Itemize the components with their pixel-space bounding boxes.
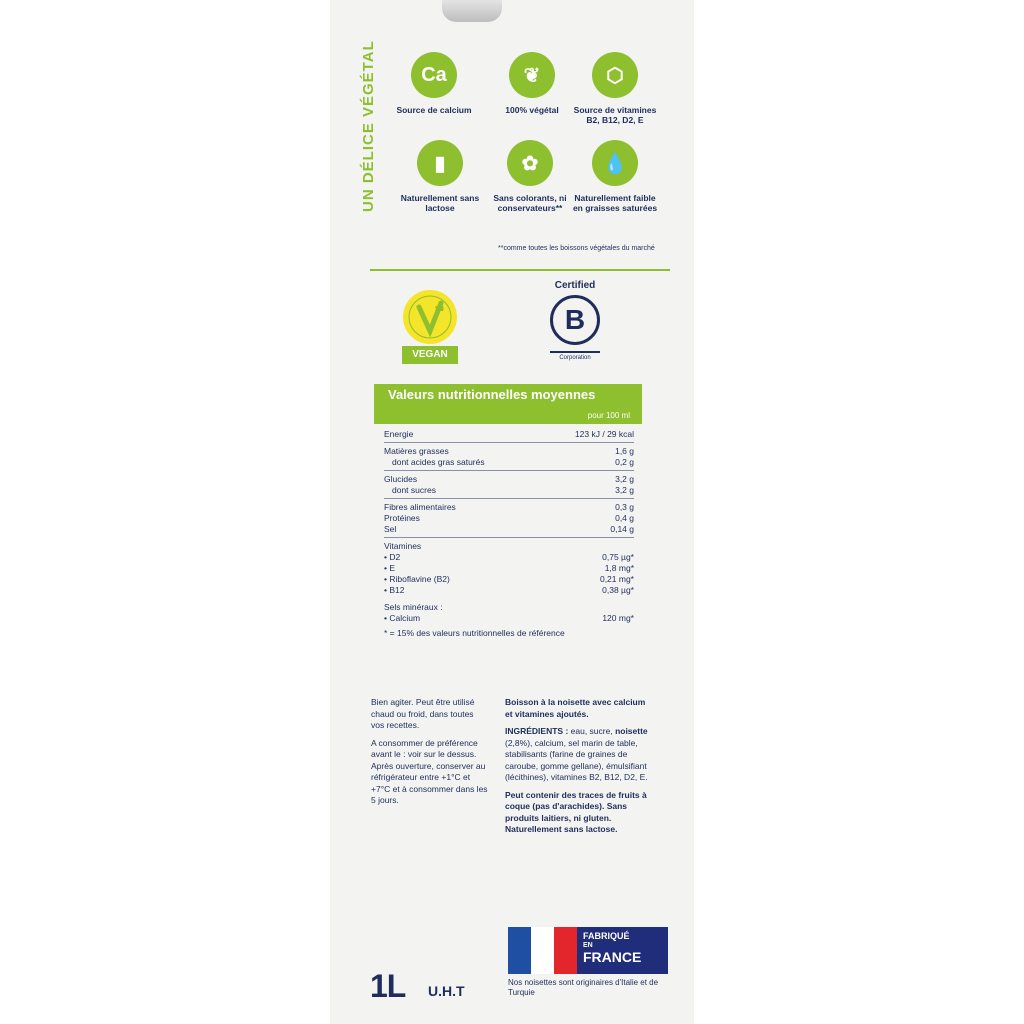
bcorp-logo — [540, 280, 610, 361]
benefit-label: Naturellement faible en graisses saturées — [572, 193, 658, 213]
benefit-label: Source de vitamines B2, B12, D2, E — [573, 105, 657, 125]
nutrition-row: • Calcium 120 mg* — [384, 613, 634, 623]
nutrition-row: Protéines 0,4 g — [384, 513, 634, 523]
benefit-colorants — [485, 140, 575, 214]
benefit-calcium — [389, 52, 479, 116]
nutrition-row: Sel 0,14 g — [384, 524, 634, 534]
nutrition-row: Sels minéraux : — [384, 602, 443, 612]
nutrition-row: Glucides 3,2 g — [384, 474, 634, 484]
nutrition-header — [374, 384, 642, 424]
bcorp-line — [550, 351, 600, 353]
footnote: **comme toutes les boissons végétales du marché — [498, 245, 655, 252]
flag-blue — [508, 927, 531, 974]
benefit-fat — [570, 140, 660, 214]
made-in-france-badge — [508, 927, 668, 974]
nutrition-row: Fibres alimentaires 0,3 g — [384, 502, 634, 512]
leaf-icon: ❦ — [509, 52, 555, 98]
benefit-label: Sans colorants, ni conservateurs** — [493, 193, 567, 213]
product-description: Boisson à la noisette avec calcium et vitamines ajoutés. — [505, 697, 646, 719]
nutrition-table — [384, 426, 634, 641]
badge-text: FABRIQUÉ EN FRANCE — [577, 927, 668, 974]
nutrition-per: pour 100 ml — [587, 411, 630, 420]
uht-label: U.H.T — [428, 983, 465, 999]
benefit-vitamins — [570, 52, 660, 126]
bcorp-letter: B — [550, 295, 600, 345]
benefit-label: Naturellement sans lactose — [400, 193, 480, 213]
calcium-icon: Ca — [411, 52, 457, 98]
nutrition-row: • D2 0,75 µg* — [384, 552, 634, 562]
nutrition-row: • E 1,8 mg* — [384, 563, 634, 573]
nutrition-note: * = 15% des valeurs nutritionnelles de référence — [384, 628, 565, 638]
cap — [442, 0, 502, 22]
flag-red — [554, 927, 577, 974]
usage-p1: Bien agiter. Peut être utilisé chaud ou froid, dans toutes vos recettes. — [371, 697, 475, 730]
usage-p2: A consommer de préférence avant le : voir sur le dessus. Après ouverture, conserver au réfrigérateur entre +1°C et +7°C et à consommer dans les 5 jours. — [371, 737, 488, 805]
benefit-vegetal — [487, 52, 577, 116]
nutrition-row: Vitamines — [384, 541, 422, 551]
benefit-label: Source de calcium — [396, 105, 472, 115]
nutrition-row: dont acides gras saturés 0,2 g — [392, 457, 634, 467]
nutrition-row: • Riboflavine (B2) 0,21 mg* — [384, 574, 634, 584]
vegan-label: VEGAN — [402, 346, 458, 364]
nutrition-row: dont sucres 3,2 g — [392, 485, 634, 495]
plant-icon: ✿ — [507, 140, 553, 186]
vitamins-icon: ⬡ — [592, 52, 638, 98]
divider — [370, 269, 670, 271]
allergens: Peut contenir des traces de fruits à coque (pas d'arachides). Sans produits laitiers, ni gluten. Naturellement sans lactose. — [505, 789, 647, 834]
benefit-label: 100% végétal — [505, 105, 559, 115]
vertical-title: UN DÉLICE VÉGÉTAL — [360, 40, 377, 212]
nutrition-row: Energie 123 kJ / 29 kcal — [384, 429, 634, 439]
bcorp-certified: Certified — [554, 280, 596, 291]
nutrition-row: Matières grasses 1,6 g — [384, 446, 634, 456]
origin-note: Nos noisettes sont originaires d'Italie et de Turquie — [508, 978, 659, 997]
nutrition-title: Valeurs nutritionnelles moyennes — [388, 387, 596, 402]
bcorp-corporation: Corporation — [559, 355, 591, 361]
benefit-lactose — [395, 140, 485, 214]
drop-icon: 💧 — [592, 140, 638, 186]
ingredients: INGRÉDIENTS : eau, sucre, noisette (2,8%), calcium, sel marin de table, stabilisants (farine de graines de caroube, gomme gellane), émulsifiant (lécithines), vitamines B2, B12, D2, E. — [505, 726, 648, 782]
usage-instructions — [371, 697, 489, 813]
nutrition-row: • B12 0,38 µg* — [384, 585, 634, 595]
bottle-icon: ▮ — [417, 140, 463, 186]
ingredients-block — [505, 697, 655, 842]
volume: 1L — [370, 968, 406, 1004]
flag-white — [531, 927, 554, 974]
